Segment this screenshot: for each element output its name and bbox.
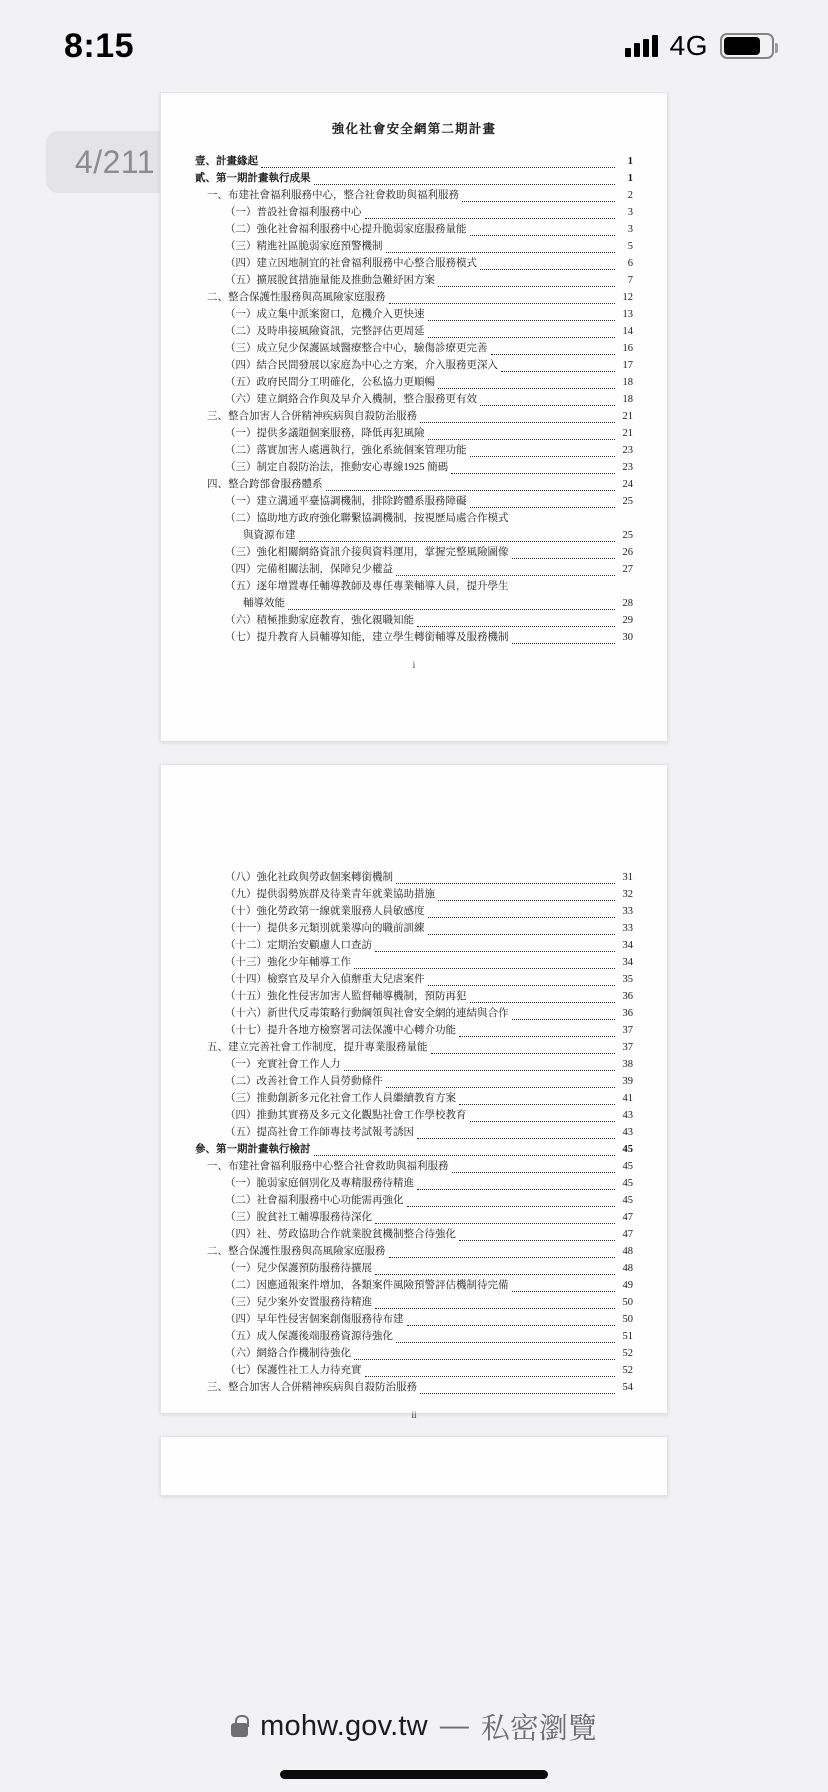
- toc-leader-dots: [491, 354, 616, 355]
- toc-entry-page-number: 25: [622, 530, 633, 541]
- toc-entry-page-number: 14: [622, 326, 633, 337]
- toc-entry[interactable]: [195, 391, 633, 408]
- toc-entry[interactable]: [195, 1158, 633, 1175]
- toc-entry-label: （一）成立集中派案窗口，危機介入更快速: [225, 309, 425, 320]
- toc-entry-page-number: 21: [622, 411, 633, 422]
- toc-leader-dots: [470, 456, 616, 457]
- toc-entry-label: 貳、第一期計畫執行成果: [195, 173, 311, 184]
- url-label: mohw.gov.tw: [260, 1710, 428, 1742]
- toc-leader-dots: [386, 252, 616, 253]
- toc-entry-label: （一）充實社會工作人力: [225, 1059, 341, 1070]
- toc-entry-page-number: 2: [627, 190, 633, 201]
- toc-leader-dots: [417, 1138, 615, 1139]
- toc-leader-dots: [396, 883, 615, 884]
- toc-entry-label: 輔導效能: [243, 598, 285, 609]
- toc-entry-page-number: 23: [622, 462, 633, 473]
- toc-leader-dots: [407, 1206, 616, 1207]
- toc-entry-page-number: 7: [627, 275, 633, 286]
- toc-entry[interactable]: [195, 153, 633, 170]
- toc-entry-page-number: 25: [622, 496, 633, 507]
- toc-entry-page-number: 12: [622, 292, 633, 303]
- toc-entry-label: （四）建立因地制宜的社會福利服務中心整合服務模式: [225, 258, 477, 269]
- toc-entry[interactable]: [195, 1005, 633, 1022]
- toc-entry-label: （七）提升教育人員輔導知能，建立學生轉銜輔導及服務機制: [225, 632, 509, 643]
- toc-entry-label: （七）保護性社工人力待充實: [225, 1365, 362, 1376]
- toc-leader-dots: [389, 303, 616, 304]
- toc-entry-label: （十二）定期治安顧慮人口查訪: [225, 940, 372, 951]
- toc-entry-page-number: 48: [622, 1246, 633, 1257]
- toc-entry[interactable]: [195, 920, 633, 937]
- toc-leader-dots: [428, 985, 616, 986]
- document-page-1: [160, 92, 668, 742]
- toc-entry-page-number: 26: [622, 547, 633, 558]
- document-scroll-area[interactable]: [0, 92, 828, 1684]
- document-page-3: [160, 1436, 668, 1496]
- toc-entry-page-number: 48: [622, 1263, 633, 1274]
- toc-leader-dots: [396, 575, 615, 576]
- toc-entry-page-number: 6: [627, 258, 633, 269]
- toc-entry[interactable]: [195, 1073, 633, 1090]
- toc-entry-label: 三、整合加害人合併精神疾病與自殺防治服務: [207, 411, 417, 422]
- toc-leader-dots: [428, 439, 616, 440]
- toc-entry-page-number: 1: [627, 173, 633, 184]
- toc-leader-dots: [389, 1257, 616, 1258]
- toc-entry[interactable]: [195, 510, 633, 527]
- toc-entry[interactable]: [195, 544, 633, 561]
- toc-entry-label: （一）兒少保護預防服務待擴展: [225, 1263, 372, 1274]
- toc-leader-dots: [470, 235, 616, 236]
- table-of-contents: [195, 869, 633, 1396]
- status-indicators: [625, 30, 774, 62]
- toc-entry[interactable]: [195, 1124, 633, 1141]
- toc-entry-page-number: 34: [622, 957, 633, 968]
- toc-entry[interactable]: [195, 886, 633, 903]
- battery-icon: [720, 33, 774, 59]
- toc-leader-dots: [407, 1325, 616, 1326]
- toc-entry-page-number: 34: [622, 940, 633, 951]
- toc-entry-page-number: 23: [622, 445, 633, 456]
- toc-entry-page-number: 17: [622, 360, 633, 371]
- toc-entry-page-number: 43: [622, 1127, 633, 1138]
- toc-entry-page-number: 33: [622, 906, 633, 917]
- toc-entry-label: 三、整合加害人合併精神疾病與自殺防治服務: [207, 1382, 417, 1393]
- toc-entry[interactable]: [195, 1277, 633, 1294]
- toc-entry[interactable]: [195, 340, 633, 357]
- cellular-signal-icon: [625, 35, 658, 57]
- toc-leader-dots: [438, 900, 615, 901]
- toc-entry-label: （二）因應通報案件增加，各類案件風險預警評估機制待完備: [225, 1280, 509, 1291]
- toc-entry-page-number: 28: [622, 598, 633, 609]
- toc-entry-label: （六）建立網絡合作與及早介入機制，整合服務更有效: [225, 394, 477, 405]
- toc-entry-label: （三）成立兒少保護區域醫療整合中心，驗傷診療更完善: [225, 343, 488, 354]
- toc-leader-dots: [314, 1155, 616, 1156]
- toc-entry[interactable]: [195, 595, 633, 612]
- toc-entry-label: （十七）提升各地方檢察署司法保護中心轉介功能: [225, 1025, 456, 1036]
- toc-entry[interactable]: [195, 493, 633, 510]
- toc-entry-page-number: 39: [622, 1076, 633, 1087]
- toc-entry-page-number: 54: [622, 1382, 633, 1393]
- toc-leader-dots: [375, 1274, 615, 1275]
- toc-leader-dots: [428, 320, 616, 321]
- toc-leader-dots: [459, 1036, 615, 1037]
- toc-entry[interactable]: [195, 1107, 633, 1124]
- toc-entry[interactable]: [195, 1039, 633, 1056]
- toc-leader-dots: [420, 1393, 615, 1394]
- toc-leader-dots: [459, 1240, 615, 1241]
- toc-entry-page-number: 18: [622, 394, 633, 405]
- toc-entry-label: （五）成人保護後端服務資源待強化: [225, 1331, 393, 1342]
- toc-entry-page-number: 18: [622, 377, 633, 388]
- toc-entry-label: 參、第一期計畫執行檢討: [195, 1144, 311, 1155]
- toc-leader-dots: [512, 1019, 616, 1020]
- toc-entry-page-number: 45: [622, 1161, 633, 1172]
- toc-entry-page-number: 50: [622, 1314, 633, 1325]
- page-folio: ii: [411, 1410, 417, 1420]
- toc-entry[interactable]: [195, 272, 633, 289]
- toc-leader-dots: [512, 1291, 616, 1292]
- toc-entry[interactable]: [195, 1056, 633, 1073]
- toc-entry-label: 壹、計畫緣起: [195, 156, 258, 167]
- toc-entry-label: （四）結合民間發展以家庭為中心之方案，介入服務更深入: [225, 360, 498, 371]
- toc-entry-page-number: 37: [622, 1025, 633, 1036]
- toc-entry-page-number: 45: [622, 1144, 633, 1155]
- toc-entry-label: 與資源布建: [243, 530, 296, 541]
- toc-leader-dots: [288, 609, 615, 610]
- toc-entry-label: （五）擴展脫貧措施量能及推動急難紓困方案: [225, 275, 435, 286]
- toc-entry-page-number: 41: [622, 1093, 633, 1104]
- toc-leader-dots: [299, 541, 616, 542]
- toc-entry-page-number: 38: [622, 1059, 633, 1070]
- home-indicator[interactable]: [280, 1770, 548, 1779]
- toc-entry-label: 四、整合跨部會服務體系: [207, 479, 323, 490]
- toc-entry-label: （三）強化相關網絡資訊介接與資料運用，掌握完整風險圖像: [225, 547, 509, 558]
- toc-entry-label: （二）及時串接風險資訊，完整評估更周延: [225, 326, 425, 337]
- toc-entry[interactable]: [195, 255, 633, 272]
- toc-entry[interactable]: [195, 954, 633, 971]
- toc-entry[interactable]: [195, 1328, 633, 1345]
- toc-entry-label: （四）社、勞政協助合作就業脫貧機制整合待強化: [225, 1229, 456, 1240]
- toc-entry[interactable]: [195, 527, 633, 544]
- toc-entry-label: （三）兒少案外安置服務待精進: [225, 1297, 372, 1308]
- toc-entry-label: （二）改善社會工作人員勞動條件: [225, 1076, 383, 1087]
- toc-entry-page-number: 21: [622, 428, 633, 439]
- toc-leader-dots: [326, 490, 616, 491]
- document-title: 強化社會安全網第二期計畫: [331, 122, 497, 136]
- toc-leader-dots: [261, 167, 615, 168]
- toc-leader-dots: [375, 1308, 615, 1309]
- toc-entry-page-number: 49: [622, 1280, 633, 1291]
- toc-entry[interactable]: [195, 442, 633, 459]
- toc-entry-label: （四）早年性侵害個案創傷服務待布建: [225, 1314, 404, 1325]
- toc-entry-label: （一）脆弱家庭個別化及專精服務待精進: [225, 1178, 414, 1189]
- toc-entry-page-number: 52: [622, 1348, 633, 1359]
- toc-entry-label: （一）提供多議題個案服務，降低再犯風險: [225, 428, 425, 439]
- toc-leader-dots: [428, 934, 616, 935]
- toc-entry[interactable]: [195, 1226, 633, 1243]
- toc-entry[interactable]: [195, 425, 633, 442]
- toc-entry-page-number: 51: [622, 1331, 633, 1342]
- toc-entry-label: 二、整合保護性服務與高風險家庭服務: [207, 1246, 386, 1257]
- page-folio: i: [412, 660, 416, 670]
- toc-entry-label: （十四）檢察官及早介入偵辦重大兒虐案件: [225, 974, 425, 985]
- toc-entry-page-number: 35: [622, 974, 633, 985]
- toc-entry[interactable]: [195, 1362, 633, 1379]
- toc-entry-page-number: 32: [622, 889, 633, 900]
- toc-entry-page-number: 45: [622, 1178, 633, 1189]
- toc-entry[interactable]: [195, 204, 633, 221]
- toc-entry-label: 一、布建社會福利服務中心，整合社會救助與福利服務: [207, 190, 459, 201]
- toc-leader-dots: [459, 1104, 615, 1105]
- toc-leader-dots: [512, 643, 616, 644]
- toc-entry[interactable]: [195, 971, 633, 988]
- toc-entry-page-number: 3: [627, 224, 633, 235]
- toc-leader-dots: [451, 473, 615, 474]
- toc-entry-label: （五）逐年增置專任輔導教師及專任專業輔導人員，提升學生: [225, 581, 509, 592]
- toc-entry[interactable]: [195, 1192, 633, 1209]
- toc-entry-page-number: 36: [622, 991, 633, 1002]
- toc-entry-label: （三）制定自殺防治法，推動安心專線1925 簡碼: [225, 462, 449, 473]
- toc-entry-label: （二）強化社會福利服務中心提升脆弱家庭服務量能: [225, 224, 467, 235]
- toc-leader-dots: [462, 201, 615, 202]
- toc-entry-label: （三）推動創新多元化社會工作人員繼續教育方案: [225, 1093, 456, 1104]
- toc-entry-label: （九）提供弱勢族群及待業青年就業協助措施: [225, 889, 435, 900]
- toc-entry[interactable]: [195, 323, 633, 340]
- toc-entry-label: （八）強化社政與勞政個案轉銜機制: [225, 872, 393, 883]
- toc-entry[interactable]: [195, 629, 633, 646]
- toc-leader-dots: [354, 1359, 615, 1360]
- toc-entry-page-number: 33: [622, 923, 633, 934]
- toc-entry[interactable]: [195, 1243, 633, 1260]
- toc-entry-page-number: 1: [627, 156, 633, 167]
- document-page-2: [160, 764, 668, 1420]
- toc-entry[interactable]: [195, 238, 633, 255]
- toc-leader-dots: [501, 371, 615, 372]
- toc-entry-label: （三）精進社區脆弱家庭預警機制: [225, 241, 383, 252]
- toc-entry[interactable]: [195, 221, 633, 238]
- toc-leader-dots: [420, 422, 615, 423]
- table-of-contents: [195, 153, 633, 646]
- toc-entry-label: 二、整合保護性服務與高風險家庭服務: [207, 292, 386, 303]
- toc-leader-dots: [452, 1172, 616, 1173]
- toc-entry-label: （十六）新世代反毒策略行動綱領與社會安全網的連結與合作: [225, 1008, 509, 1019]
- toc-entry-label: （二）協助地方政府強化聯繫協調機制，按視歷局處合作模式: [225, 513, 509, 524]
- toc-leader-dots: [480, 405, 615, 406]
- toc-entry[interactable]: [195, 988, 633, 1005]
- toc-entry-label: （一）建立溝通平臺協調機制，排除跨體系服務障礙: [225, 496, 467, 507]
- toc-entry-page-number: 47: [622, 1229, 633, 1240]
- toc-entry[interactable]: [195, 561, 633, 578]
- toc-leader-dots: [314, 184, 616, 185]
- status-time: 8:15: [64, 26, 135, 65]
- toc-entry[interactable]: [195, 869, 633, 886]
- toc-entry[interactable]: [195, 612, 633, 629]
- toc-leader-dots: [417, 1189, 615, 1190]
- toc-leader-dots: [354, 968, 615, 969]
- toc-entry-label: （十三）強化少年輔導工作: [225, 957, 351, 968]
- toc-entry[interactable]: [195, 459, 633, 476]
- toc-entry-label: （五）政府民間分工明確化，公私協力更順暢: [225, 377, 435, 388]
- toc-entry[interactable]: [195, 1022, 633, 1039]
- toc-leader-dots: [365, 218, 616, 219]
- toc-entry-page-number: 27: [622, 564, 633, 575]
- toc-entry[interactable]: [195, 306, 633, 323]
- toc-entry-page-number: 37: [622, 1042, 633, 1053]
- toc-entry[interactable]: [195, 1141, 633, 1158]
- toc-leader-dots: [438, 286, 615, 287]
- toc-leader-dots: [396, 1342, 615, 1343]
- page-indicator-label: 4/211: [74, 143, 156, 180]
- toc-entry-page-number: 52: [622, 1365, 633, 1376]
- toc-entry[interactable]: [195, 937, 633, 954]
- toc-leader-dots: [417, 626, 615, 627]
- toc-entry-page-number: 31: [622, 872, 633, 883]
- toc-entry-label: （四）推動其實務及多元文化觀點社會工作學校教育: [225, 1110, 467, 1121]
- address-bar[interactable]: [231, 1706, 597, 1747]
- toc-entry-page-number: 30: [622, 632, 633, 643]
- toc-entry-page-number: 47: [622, 1212, 633, 1223]
- toc-entry-label: （十一）提供多元類別就業導向的職前訓練: [225, 923, 425, 934]
- private-browsing-label: 私密瀏覽: [480, 1713, 597, 1745]
- toc-entry-label: （三）脫貧社工輔導服務待深化: [225, 1212, 372, 1223]
- toc-entry[interactable]: [195, 1294, 633, 1311]
- toc-entry[interactable]: [195, 1379, 633, 1396]
- toc-leader-dots: [386, 1087, 616, 1088]
- url-separator: —: [439, 1710, 469, 1742]
- toc-entry-page-number: 50: [622, 1297, 633, 1308]
- toc-entry-label: （六）網絡合作機制待強化: [225, 1348, 351, 1359]
- toc-leader-dots: [428, 337, 616, 338]
- toc-leader-dots: [470, 1002, 616, 1003]
- toc-entry-label: 五、建立完善社會工作制度，提升專業服務量能: [207, 1042, 428, 1053]
- network-type-label: 4G: [669, 30, 708, 61]
- toc-entry[interactable]: [195, 1209, 633, 1226]
- toc-leader-dots: [512, 558, 616, 559]
- toc-entry-label: （二）落實加害人處遇執行，強化系統個案管理功能: [225, 445, 467, 456]
- toc-entry[interactable]: [195, 1260, 633, 1277]
- toc-entry-label: 一、布建社會福利服務中心整合社會救助與福利服務: [207, 1161, 449, 1172]
- lock-icon: [231, 1723, 248, 1737]
- toc-entry[interactable]: [195, 170, 633, 187]
- toc-entry-label: （二）社會福利服務中心功能需再強化: [225, 1195, 404, 1206]
- toc-entry-page-number: 5: [627, 241, 633, 252]
- toc-entry-page-number: 29: [622, 615, 633, 626]
- toc-entry[interactable]: [195, 357, 633, 374]
- toc-entry[interactable]: [195, 1311, 633, 1328]
- toc-entry-page-number: 43: [622, 1110, 633, 1121]
- toc-leader-dots: [470, 507, 616, 508]
- toc-entry-label: （六）積極推動家庭教育，強化親職知能: [225, 615, 414, 626]
- toc-leader-dots: [428, 917, 616, 918]
- toc-entry[interactable]: [195, 1345, 633, 1362]
- toc-entry-label: （十五）強化性侵害加害人監督輔導機制，預防再犯: [225, 991, 467, 1002]
- toc-leader-dots: [344, 1070, 616, 1071]
- toc-leader-dots: [365, 1376, 616, 1377]
- status-bar: [0, 0, 828, 92]
- toc-entry[interactable]: [195, 374, 633, 391]
- toc-entry-page-number: 3: [627, 207, 633, 218]
- toc-entry[interactable]: [195, 578, 633, 595]
- toc-entry[interactable]: [195, 187, 633, 204]
- toc-entry-page-number: 13: [622, 309, 633, 320]
- toc-entry[interactable]: [195, 1175, 633, 1192]
- toc-entry[interactable]: [195, 476, 633, 493]
- toc-leader-dots: [438, 388, 615, 389]
- toc-entry-label: （一）普設社會福利服務中心: [225, 207, 362, 218]
- toc-leader-dots: [480, 269, 615, 270]
- toc-entry-label: （十）強化勞政第一線就業服務人員敏感度: [225, 906, 425, 917]
- toc-leader-dots: [470, 1121, 616, 1122]
- toc-entry-page-number: 36: [622, 1008, 633, 1019]
- toc-entry-page-number: 24: [622, 479, 633, 490]
- toc-entry-label: （四）完備相關法制，保障兒少權益: [225, 564, 393, 575]
- toc-entry[interactable]: [195, 289, 633, 306]
- toc-leader-dots: [375, 1223, 615, 1224]
- toc-entry-page-number: 45: [622, 1195, 633, 1206]
- toc-entry[interactable]: [195, 1090, 633, 1107]
- toc-entry-label: （五）提高社會工作師專技考試報考誘因: [225, 1127, 414, 1138]
- toc-entry[interactable]: [195, 408, 633, 425]
- toc-entry-page-number: 16: [622, 343, 633, 354]
- toc-leader-dots: [375, 951, 615, 952]
- toc-leader-dots: [431, 1053, 616, 1054]
- toc-entry[interactable]: [195, 903, 633, 920]
